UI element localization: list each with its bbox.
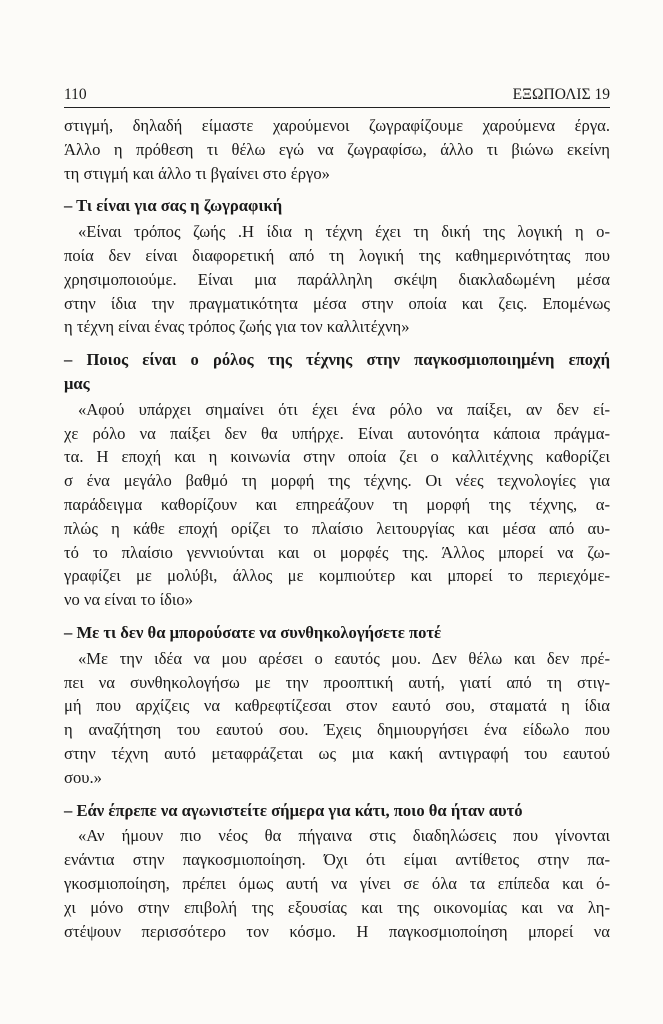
page-number: 110 [64, 86, 87, 103]
question-line: – Τι είναι για σας η ζωγραφική [64, 196, 283, 216]
answer-line: σ ένα μεγάλο βαθμό τη μορφή της τέχνης. Οι νέες τεχνολογίες για [64, 471, 610, 491]
interview-answer [64, 220, 610, 339]
answer-line: Άλλο η πρόθεση τι θέλω εγώ να ζωγραφίσω, άλλο τι βιώνω εκείνη [64, 139, 610, 159]
answer-line: τα. Η εποχή και η κοινωνία στην οποία ζει ο καλλιτέχνης καθορίζει [64, 447, 610, 467]
answer-line: η αναζήτηση του εαυτού σου. Έχεις δημιουργήσει ένα είδωλο που [64, 720, 610, 740]
question-line: μας [64, 373, 90, 393]
question-line: – Ποιος είναι ο ρόλος της τέχνης στην παγκοσμιοποιημένη εποχή [64, 350, 610, 370]
answer-line: παράδειγμα καθορίζουν και επηρεάζουν τη μορφή της τέχνης, α- [64, 494, 610, 514]
answer-line: ενάντια στην παγκοσμιοποίηση. Όχι ότι είμαι αντίθετος στην πα- [64, 850, 610, 870]
answer-line: γραφίζει με μολύβι, άλλος με κομπιούτερ και μπορεί το περιεχόμε- [64, 566, 610, 586]
running-head [64, 86, 610, 108]
answer-line: «Αφού υπάρχει σημαίνει ότι έχει ένα ρόλο να παίξει, αν δεν εί- [78, 399, 610, 419]
answer-line: χε ρόλο να παίξει δεν θα υπήρχε. Είναι αυτονόητα κάποια πράγμα- [64, 423, 610, 443]
page [64, 86, 610, 943]
answer-line: χι μόνο στην επιβολή της εξουσίας και της οικονομίας και να λη- [64, 897, 610, 917]
interview-question [64, 621, 610, 645]
answer-line: «Με την ιδέα να μου αρέσει ο εαυτός μου. Δεν θέλω και δεν πρέ- [78, 648, 610, 668]
interview-question [64, 348, 610, 396]
body-text [64, 114, 610, 943]
journal-title: ΕΞΩΠΟΛΙΣ 19 [512, 86, 610, 103]
interview-answer [64, 647, 610, 790]
continued-answer [64, 114, 610, 185]
interview-question [64, 194, 610, 218]
question-line: – Εάν έπρεπε να αγωνιστείτε σήμερα για κάτι, ποιο θα ήταν αυτό [64, 800, 523, 820]
answer-line: στιγμή, δηλαδή είμαστε χαρούμενοι ζωγραφίζουμε χαρούμενα έργα. [64, 116, 610, 135]
answer-line: στέψουν περισσότερο τον κόσμο. Η παγκοσμιοποίηση μπορεί να [64, 921, 610, 941]
answer-line: τό το πλαίσιο γεννιούνται και οι μορφές της. Άλλος μπορεί να ζω- [64, 542, 610, 562]
answer-line: γκοσμιοποίηση, πρέπει όμως αυτή να γίνει σε όλα τα επίπεδα και ό- [64, 873, 610, 893]
answer-line: χρησιμοποιούμε. Είναι μια παράλληλη σκέψη διακλαδωμένη μέσα [64, 269, 610, 289]
answer-line: «Αν ήμουν πιο νέος θα πήγαινα στις διαδηλώσεις που γίνονται [78, 826, 610, 846]
answer-line: πλώς η κάθε εποχή ορίζει το πλαίσιο λειτουργίας και μέσα από αυ- [64, 518, 610, 538]
answer-line: σου.» [64, 767, 102, 787]
answer-line: πει να συνθηκολογήσω με την προοπτική αυτή, γιατί από τη στιγ- [64, 672, 610, 692]
interview-answer [64, 824, 610, 943]
answer-line: μή που αρχίζεις να καθρεφτίζεσαι στον εαυτό σου, σταματά η ίδια [64, 696, 610, 716]
question-line: – Με τι δεν θα μπορούσατε να συνθηκολογήσετε ποτέ [64, 622, 442, 642]
answer-line: ποία δεν είναι διαφορετική από τη λογική της καθημερινότητας που [64, 245, 610, 265]
interview-question [64, 799, 610, 823]
answer-line: στην ίδια την πραγματικότητα μέσα στην οποία και ζεις. Επομένως [64, 293, 610, 313]
answer-line: «Είναι τρόπος ζωής .Η ίδια η τέχνη έχει τη δική της λογική η ο- [78, 222, 610, 242]
answer-line: νο να είναι το ίδιο» [64, 590, 193, 610]
answer-line: στην τέχνη αυτό μεταφράζεται ως μια κακή αντιγραφή του εαυτού [64, 743, 610, 763]
answer-line: η τέχνη είναι ένας τρόπος ζωής για τον καλλιτέχνη» [64, 317, 410, 337]
answer-line: τη στιγμή και άλλο τι βγαίνει στο έργο» [64, 163, 330, 183]
interview-answer [64, 398, 610, 612]
